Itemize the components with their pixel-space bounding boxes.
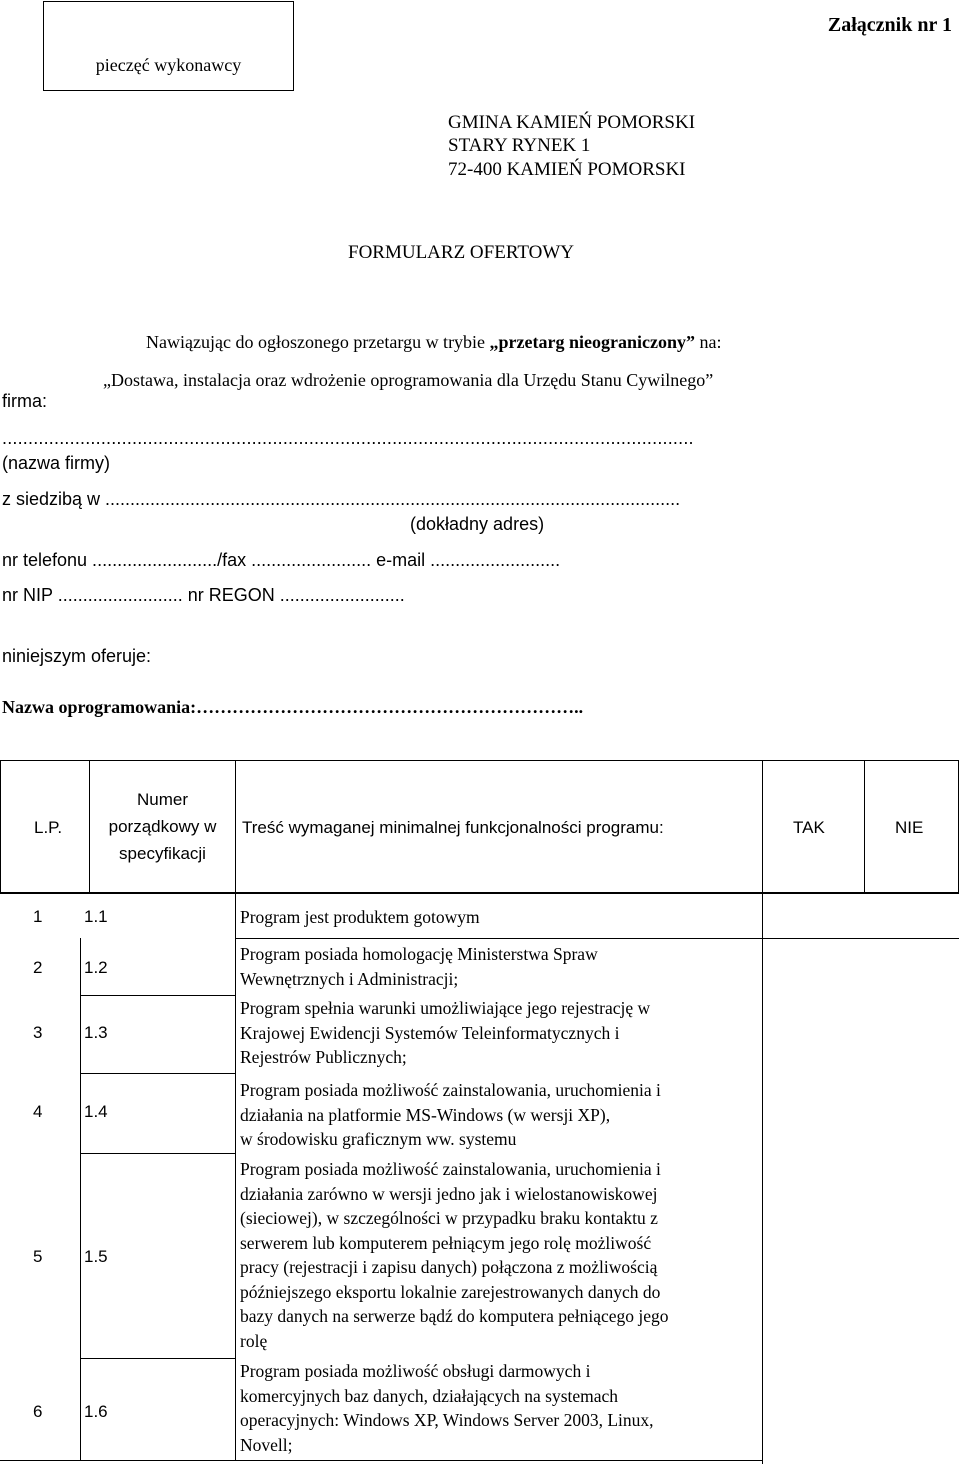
offers-label: niniejszym oferuje: <box>2 646 152 666</box>
row-content-line: pracy (rejestracji i zapisu danych) połączona z możliwością <box>240 1257 658 1277</box>
header-number-l3: specyfikacji <box>119 844 206 863</box>
grid-line <box>80 1073 236 1074</box>
grid-line <box>235 892 236 1460</box>
row-number: 1.2 <box>84 958 108 977</box>
header-yes-cell <box>763 760 865 894</box>
intro-before: Nawiązując do ogłoszonego przetargu w trybie <box>146 332 490 352</box>
header-number-cell <box>89 760 236 894</box>
seat-field: z siedzibą w ................................................................................................................... <box>2 489 681 509</box>
grid-line <box>235 938 959 939</box>
row-content <box>240 1359 759 1457</box>
header-lp: L.P. <box>34 818 63 837</box>
form-title: FORMULARZ OFERTOWY <box>348 242 574 263</box>
recipient-line-2: STARY RYNEK 1 <box>448 135 591 156</box>
row-content-line: Program spełnia warunki umożliwiające jego rejestrację w <box>240 998 651 1018</box>
grid-line <box>80 938 81 1460</box>
row-content <box>240 996 759 1070</box>
grid-line <box>80 1153 236 1154</box>
grid-line <box>0 1460 763 1461</box>
row-content-line: Program posiada homologację Ministerstwa Spraw <box>240 944 598 964</box>
intro-after: na: <box>695 332 722 352</box>
row-number: 1.5 <box>84 1247 108 1266</box>
intro-sentence <box>146 332 722 353</box>
grid-line <box>80 995 236 996</box>
row-content-line: Program posiada możliwość zainstalowania, uruchomienia i <box>240 1159 661 1179</box>
header-lp-cell <box>0 760 90 894</box>
row-content <box>240 942 759 991</box>
grid-line <box>0 892 959 893</box>
row-content <box>240 905 759 930</box>
row-content-line: w środowisku graficznym ww. systemu <box>240 1129 517 1149</box>
row-lp: 4 <box>33 1102 43 1121</box>
firma-hint: (nazwa firmy) <box>2 453 111 473</box>
row-content-line: Program posiada możliwość obsługi darmowych i <box>240 1361 591 1381</box>
tender-subject: „Dostawa, instalacja oraz wdrożenie oprogramowania dla Urzędu Stanu Cywilnego” <box>103 370 714 390</box>
row-number: 1.4 <box>84 1102 108 1121</box>
recipient-line-3: 72-400 KAMIEŃ POMORSKI <box>448 159 686 180</box>
nip-regon-field: nr NIP ......................... nr REGON ......................... <box>2 585 405 605</box>
row-content-line: późniejszego eksportu lokalnie zarejestrowanych danych do <box>240 1281 661 1302</box>
row-number: 1.3 <box>84 1023 108 1042</box>
row-number: 1.6 <box>84 1402 108 1421</box>
row-content-line: Novell; <box>240 1434 293 1455</box>
row-content-line: (sieciowej), w szczególności w przypadku braku kontaktu z <box>240 1208 658 1228</box>
firma-dots: ..................................................................................................................................... <box>2 428 694 448</box>
seat-hint: (dokładny adres) <box>410 514 545 534</box>
header-no: NIE <box>895 818 924 837</box>
row-content-line: bazy danych na serwerze bądź do komputera pełniącego jego <box>240 1306 669 1326</box>
stamp-label: pieczęć wykonawcy <box>95 55 242 75</box>
header-number-l2: porządkowy w <box>108 817 217 836</box>
recipient-line-1: GMINA KAMIEŃ POMORSKI <box>448 112 696 133</box>
software-name-field: Nazwa oprogramowania:……………………………………………………….. <box>2 697 584 717</box>
phone-fax-email-field: nr telefonu ........................./fax ........................ e-mail .......................... <box>2 550 561 570</box>
row-lp: 6 <box>33 1402 43 1421</box>
header-yes: TAK <box>793 818 825 837</box>
annex-label: Załącznik nr 1 <box>827 14 952 36</box>
row-lp: 3 <box>33 1023 43 1042</box>
header-no-cell <box>865 760 959 894</box>
row-content-line: Program posiada możliwość zainstalowania, uruchomienia i <box>240 1080 661 1100</box>
row-content-line: komercyjnych baz danych, działających na systemach <box>240 1385 619 1406</box>
header-content: Treść wymaganej minimalnej funkcjonalności programu: <box>242 818 664 837</box>
row-content-line: Wewnętrznych i Administracji; <box>240 968 459 989</box>
tender-mode: „przetarg nieograniczony” <box>489 332 695 352</box>
row-content-line: Krajowej Ewidencji Systemów Teleinformatycznych i <box>240 1022 620 1043</box>
row-content-line: serwerem lub komputerem pełniącym jego rolę możliwość <box>240 1232 652 1253</box>
row-content <box>240 1078 759 1152</box>
grid-line <box>762 892 763 1464</box>
row-content-line: operacyjnych: Windows XP, Windows Server 2003, Linux, <box>240 1410 654 1430</box>
row-lp: 1 <box>33 907 43 926</box>
row-content <box>240 1157 759 1353</box>
row-lp: 2 <box>33 958 43 977</box>
row-content-line: Rejestrów Publicznych; <box>240 1047 407 1067</box>
row-lp: 5 <box>33 1247 43 1266</box>
row-content-line: działania zarówno w wersji jedno jak i wielostanowiskowej <box>240 1183 658 1204</box>
contractor-stamp-box <box>43 1 294 91</box>
row-number: 1.1 <box>84 907 108 926</box>
row-content-line: Program jest produktem gotowym <box>240 907 480 927</box>
firma-label: firma: <box>2 391 47 411</box>
row-content-line: rolę <box>240 1330 268 1351</box>
header-content-cell <box>235 760 763 894</box>
grid-line <box>80 1358 236 1359</box>
row-content-line: działania na platformie MS-Windows (w wersji XP), <box>240 1104 611 1125</box>
header-number-l1: Numer <box>136 790 188 809</box>
